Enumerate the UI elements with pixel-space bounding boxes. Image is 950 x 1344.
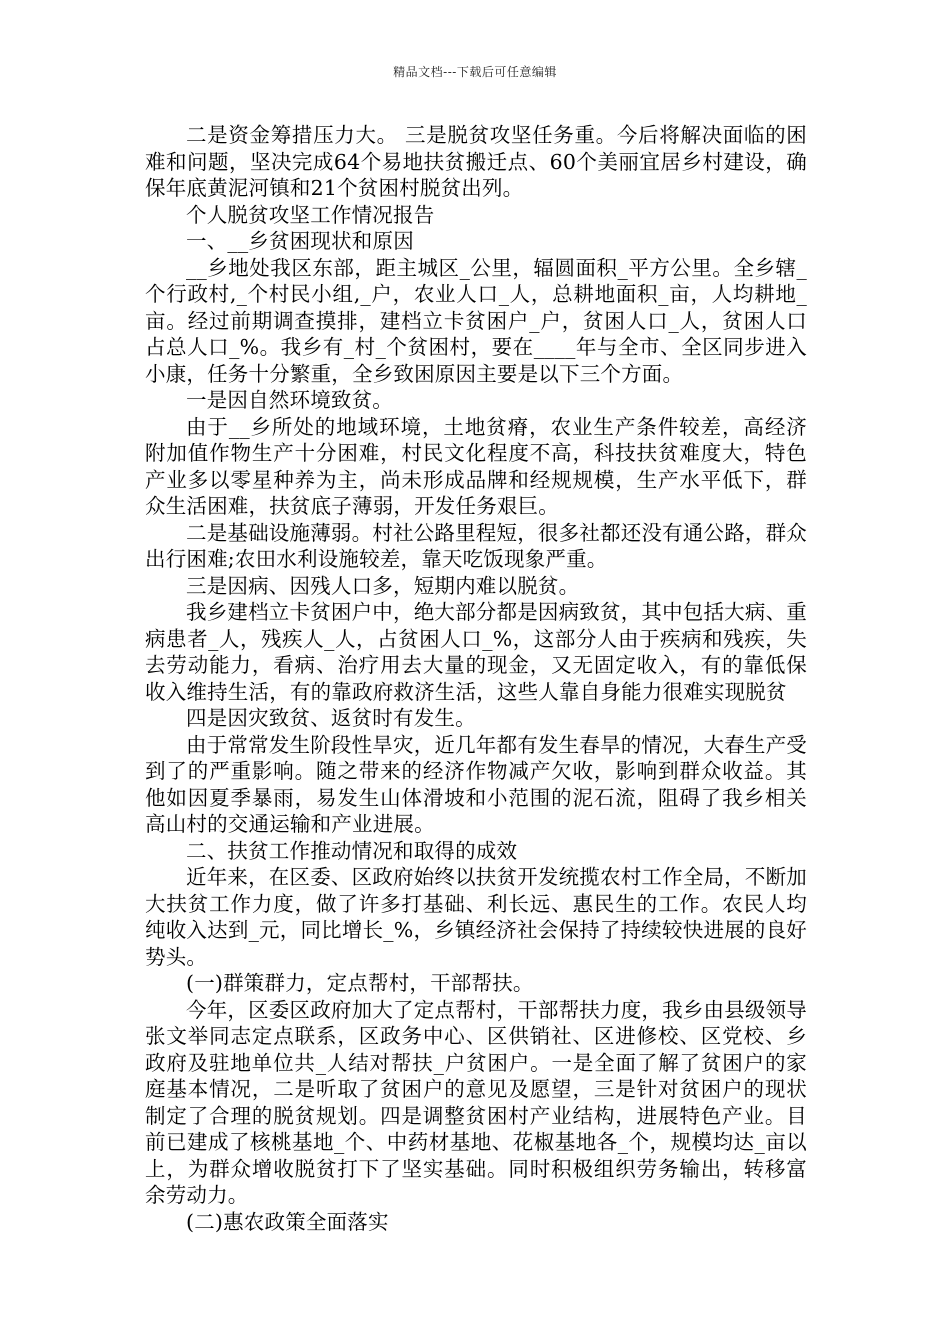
subheading: 四是因灾致贫、返贫时有发生。 (186, 706, 476, 730)
document-body (145, 122, 807, 1235)
paragraph: 我乡建档立卡贫困户中，绝大部分都是因病致贫，其中包括大病、重病患者_人，残疾人_人，占贫困人口_%，这部分人由于疾病和残疾，失去劳动能力，看病、治疗用去大量的现金，又无固定收入，有的靠低保收入维持生活，有的靠政府救济生活，这些人靠自身能力很难实现脱贫 (145, 600, 807, 704)
paragraph: 由于__乡所处的地域环境，土地贫瘠，农业生产条件较差，高经济附加值作物生产十分困难，村民文化程度不高，科技扶贫难度大，特色产业多以零星种养为主，尚未形成品牌和经规规模，生产水平低下，群众生活困难，扶贫底子薄弱，开发任务艰巨。 (145, 414, 807, 518)
subheading: (一)群策群力，定点帮村，干部帮扶。 (186, 971, 534, 995)
subheading: (二)惠农政策全面落实 (186, 1209, 389, 1234)
paragraph: __乡地处我区东部，距主城区_公里，辐圆面积_平方公里。全乡辖_个行政村,_个村民小组,_户，农业人口_人，总耕地面积_亩，人均耕地_亩。经过前期调查摸排，建档立卡贫困户_户，贫困人口_人，贫困人口占总人口_%。我乡有_村_个贫困村，要在____年与全市、全区同步进入小康，任务十分繁重，全乡致困原因主要是以下三个方面。 (145, 255, 807, 386)
section-title: 个人脱贫攻坚工作情况报告 (186, 202, 435, 227)
subheading: 三是因病、因残人口多，短期内难以脱贫。 (186, 573, 580, 598)
section-heading: 二、扶贫工作推动情况和取得的成效 (186, 838, 518, 863)
paragraph: 今年，区委区政府加大了定点帮村，干部帮扶力度，我乡由县级领导张文举同志定点联系，区政务中心、区供销社、区进修校、区党校、乡政府及驻地单位共_人结对帮扶_户贫困户。一是全面了解了贫困户的家庭基本情况，二是听取了贫困户的意见及愿望，三是针对贫困户的现状制定了合理的脱贫规划。四是调整贫困村产业结构，进展特色产业。目前已建成了核桃基地_个、中药材基地、花椒基地各_个，规模均达_亩以上，为群众增收脱贫打下了坚实基础。同时积极组织劳务输出，转移富余劳动力。 (145, 997, 807, 1207)
paragraph: 由于常常发生阶段性旱灾，近几年都有发生春旱的情况，大春生产受到了的严重影响。随之带来的经济作物减产欠收，影响到群众收益。其他如因夏季暴雨，易发生山体滑坡和小范围的泥石流，阻碍了我乡相关高山村的交通运输和产业进展。 (145, 732, 807, 836)
page-header: 精品文档---下载后可任意编辑 (393, 65, 557, 79)
subheading: 一是因自然环境致贫。 (186, 388, 393, 412)
section-heading: 一、__乡贫困现状和原因 (186, 229, 414, 253)
paragraph: 二是资金筹措压力大。 三是脱贫攻坚任务重。今后将解决面临的困难和问题，坚决完成64个易地扶贫搬迁点、60个美丽宜居乡村建设，确保年底黄泥河镇和21个贫困村脱贫出列。 (145, 123, 807, 200)
paragraph: 近年来，在区委、区政府始终以扶贫开发统揽农村工作全局，不断加大扶贫工作力度，做了许多打基础、利长远、惠民生的工作。农民人均纯收入达到_元，同比增长_%，乡镇经济社会保持了持续较快进展的良好势头。 (145, 865, 807, 969)
paragraph: 二是基础设施薄弱。村社公路里程短，很多社都还没有通公路，群众出行困难;农田水利设施较差，靠天吃饭现象严重。 (145, 520, 807, 571)
